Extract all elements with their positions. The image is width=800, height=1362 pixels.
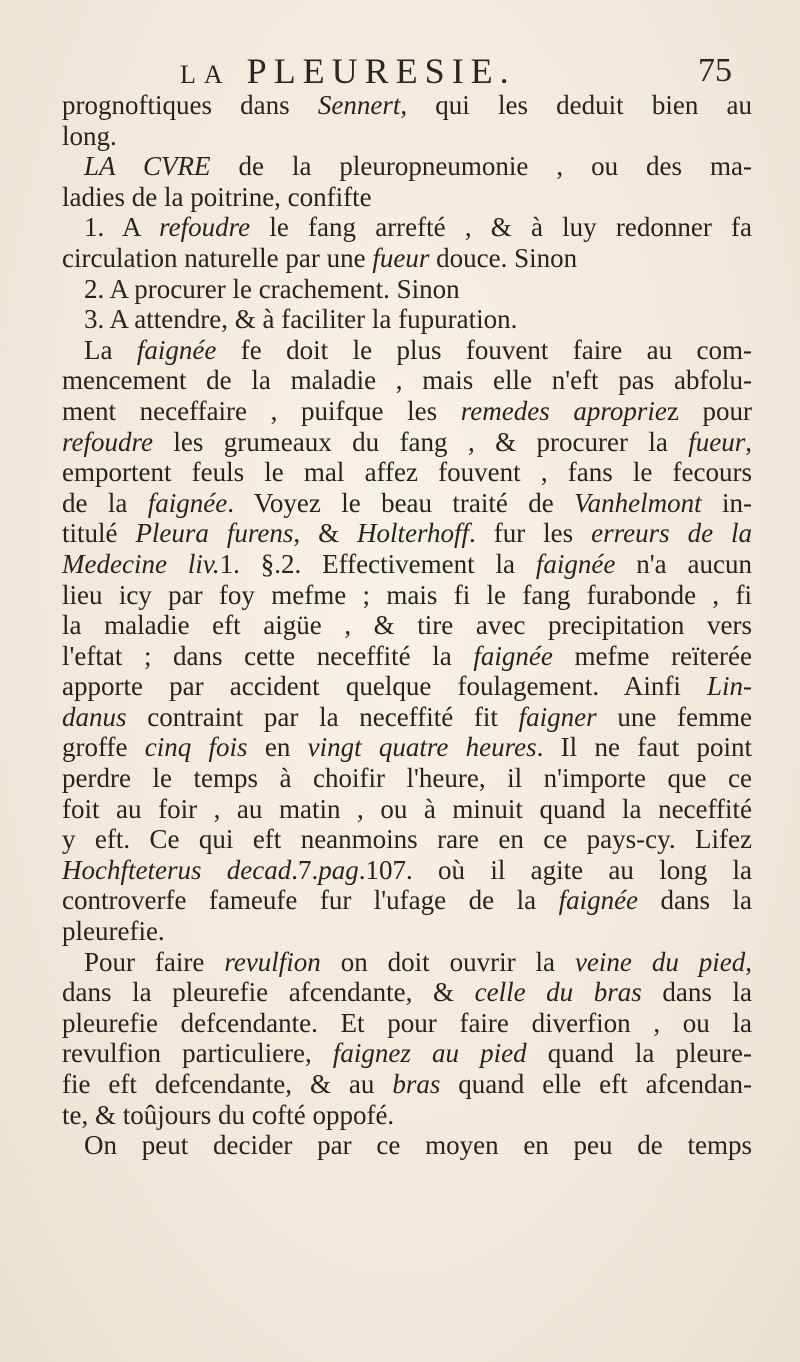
text-line	[62, 1100, 752, 1131]
italic-segment: danus	[62, 701, 127, 732]
text-segment: groffe	[62, 732, 145, 763]
text-segment: 1. A	[84, 212, 160, 243]
text-segment: .107. où il agite au long la	[358, 854, 752, 885]
text-body	[62, 90, 752, 1161]
text-segment: apporte par accident quelque foulagement. Ainfi	[62, 671, 707, 702]
italic-segment: refoudre	[159, 212, 251, 243]
text-segment: dans la pleurefie afcendante, &	[62, 977, 475, 1008]
italic-segment: pag	[318, 854, 359, 885]
text-segment: contraint par la neceffité fit	[126, 701, 519, 732]
italic-segment: Lin-	[706, 671, 752, 702]
text-segment: foit au foir , au matin , ou à minuit quand la neceffité	[62, 793, 752, 824]
italic-segment: faignez au pied	[332, 1038, 527, 1069]
text-line	[62, 90, 752, 121]
italic-segment: Vanhelmont	[574, 487, 702, 518]
italic-segment: faignée	[558, 885, 639, 916]
text-segment: quand elle eft afcendan-	[440, 1069, 752, 1099]
text-line	[62, 488, 752, 519]
text-segment: la maladie eft aigüe , & tire avec precipitation vers	[62, 610, 752, 641]
text-segment: fe doit le plus fouvent faire au com-	[216, 334, 752, 365]
text-line	[62, 274, 752, 305]
text-line	[62, 457, 752, 488]
text-line	[62, 885, 752, 916]
running-title	[180, 50, 516, 92]
page-number: 75	[698, 52, 732, 89]
text-line	[62, 427, 752, 458]
text-line	[62, 1038, 752, 1069]
italic-segment: veine du pied	[574, 946, 746, 977]
text-line	[62, 335, 752, 366]
text-line	[62, 1130, 752, 1161]
title-main: PLEURESIE.	[246, 51, 516, 91]
text-segment: on doit ouvrir la	[320, 946, 575, 977]
text-segment: le fang arrefté , & à luy redonner fa	[250, 212, 752, 243]
text-segment: . fur les	[469, 518, 592, 549]
italic-segment: Sennert	[317, 90, 401, 120]
text-segment: pleurefie defcendante. Et pour faire diverfion , ou la	[62, 1007, 752, 1038]
text-line	[62, 855, 752, 886]
running-head	[60, 42, 740, 92]
text-line	[62, 641, 752, 672]
text-segment: revulfion particuliere,	[62, 1038, 333, 1069]
text-segment: La	[84, 334, 137, 365]
text-line	[62, 947, 752, 978]
text-segment: in-	[701, 487, 752, 518]
text-segment: dans la	[638, 885, 752, 916]
text-line	[62, 1069, 752, 1100]
italic-segment: fueur	[688, 426, 746, 457]
text-segment: z	[666, 395, 679, 426]
text-segment: ment neceffaire , puifque les	[62, 395, 461, 426]
text-line	[62, 518, 752, 549]
text-segment: pleurefie.	[62, 916, 165, 947]
text-segment: ladies de la poitrine, confifte	[62, 181, 372, 212]
text-segment: 3. A attendre, & à faciliter la fupuration.	[84, 304, 518, 335]
text-segment: Pour faire	[84, 946, 225, 977]
text-line	[62, 151, 752, 182]
italic-segment: celle du bras	[474, 977, 642, 1008]
text-segment: dans la	[641, 977, 752, 1008]
italic-segment: faignée	[535, 548, 616, 579]
text-line	[62, 182, 752, 213]
italic-segment: faignée	[473, 640, 553, 671]
italic-segment: vingt quatre heures	[307, 732, 537, 763]
text-segment: lieu icy par foy mefme ; mais fi le fang furabonde , fi	[62, 579, 752, 610]
title-prefix: LA	[180, 60, 231, 89]
text-line	[62, 916, 752, 947]
italic-segment: revulfion	[224, 946, 321, 977]
italic-segment: faignée	[147, 487, 228, 518]
text-segment: une femme	[596, 701, 752, 732]
text-segment: prognoftiques dans	[62, 90, 318, 120]
text-line	[62, 549, 752, 580]
text-segment: emportent feuls le mal affez fouvent , fans le fecours	[62, 457, 752, 488]
text-segment: . Il ne faut point	[536, 732, 752, 763]
text-segment: titulé	[62, 518, 136, 549]
text-segment: te, & toûjours du cofté oppofé.	[62, 1099, 395, 1130]
italic-segment: Pleura furens	[135, 518, 294, 549]
text-segment: ,	[745, 946, 752, 977]
text-line	[62, 396, 752, 427]
text-segment: long.	[62, 120, 117, 151]
text-line	[62, 732, 752, 763]
italic-segment: bras	[392, 1069, 441, 1099]
text-segment: , &	[293, 518, 358, 549]
italic-segment: cinq fois	[144, 732, 248, 763]
text-line	[62, 977, 752, 1008]
text-line	[62, 304, 752, 335]
text-segment: de la pleuropneumonie , ou des ma-	[210, 151, 752, 182]
text-line	[62, 610, 752, 641]
text-segment: fie eft defcendante, & au	[62, 1069, 393, 1099]
italic-segment: faignée	[136, 334, 217, 365]
text-line	[62, 794, 752, 825]
text-segment: mencement de la maladie , mais elle n'eft pas abfolu-	[62, 365, 752, 396]
italic-segment: erreurs de la	[591, 518, 752, 549]
italic-segment: faigner	[518, 701, 597, 732]
text-segment: 1. §.2. Effectivement la	[219, 548, 536, 579]
text-segment: 2. A procurer le crachement. Sinon	[84, 273, 460, 304]
text-segment: perdre le temps à choifir l'heure, il n'importe que ce	[62, 763, 752, 794]
text-line	[62, 763, 752, 794]
text-segment: l'eftat ; dans cette neceffité la	[62, 640, 474, 671]
text-segment: pour	[678, 395, 752, 426]
text-segment: controverfe fameufe fur l'ufage de la	[62, 885, 559, 916]
text-segment: en	[247, 732, 308, 763]
text-line	[62, 243, 752, 274]
text-segment: de la	[62, 487, 148, 518]
italic-segment: refoudre	[62, 426, 153, 457]
text-segment: n'a aucun	[615, 548, 752, 579]
text-line	[62, 702, 752, 733]
text-segment: mefme reïterée	[552, 640, 752, 671]
text-line	[62, 580, 752, 611]
text-line	[62, 121, 752, 152]
text-segment: On peut decider par ce moyen en peu de temps	[84, 1130, 752, 1161]
text-segment: quand la pleure-	[526, 1038, 752, 1069]
italic-segment: fueur	[372, 242, 430, 273]
text-segment: circulation naturelle par une	[62, 242, 373, 273]
text-segment: douce. Sinon	[429, 242, 578, 273]
text-line	[62, 824, 752, 855]
italic-segment: Medecine liv.	[62, 548, 220, 579]
text-segment: , qui les deduit bien au	[400, 90, 752, 120]
text-segment: . Voyez le beau traité de	[227, 487, 575, 518]
italic-segment: Hochfteterus decad	[62, 854, 292, 885]
text-segment: y eft. Ce qui eft neanmoins rare en ce pays-cy. Lifez	[62, 824, 752, 855]
text-line	[62, 212, 752, 243]
italic-segment: LA CVRE	[84, 151, 211, 182]
italic-segment: Holterhoff	[357, 518, 470, 549]
text-segment: .7.	[291, 854, 319, 885]
text-line	[62, 365, 752, 396]
text-segment: les grumeaux du fang , & procurer la	[152, 426, 689, 457]
text-segment: ,	[745, 426, 752, 457]
text-line	[62, 671, 752, 702]
italic-segment: remedes aproprie	[460, 395, 667, 426]
text-line	[62, 1008, 752, 1039]
